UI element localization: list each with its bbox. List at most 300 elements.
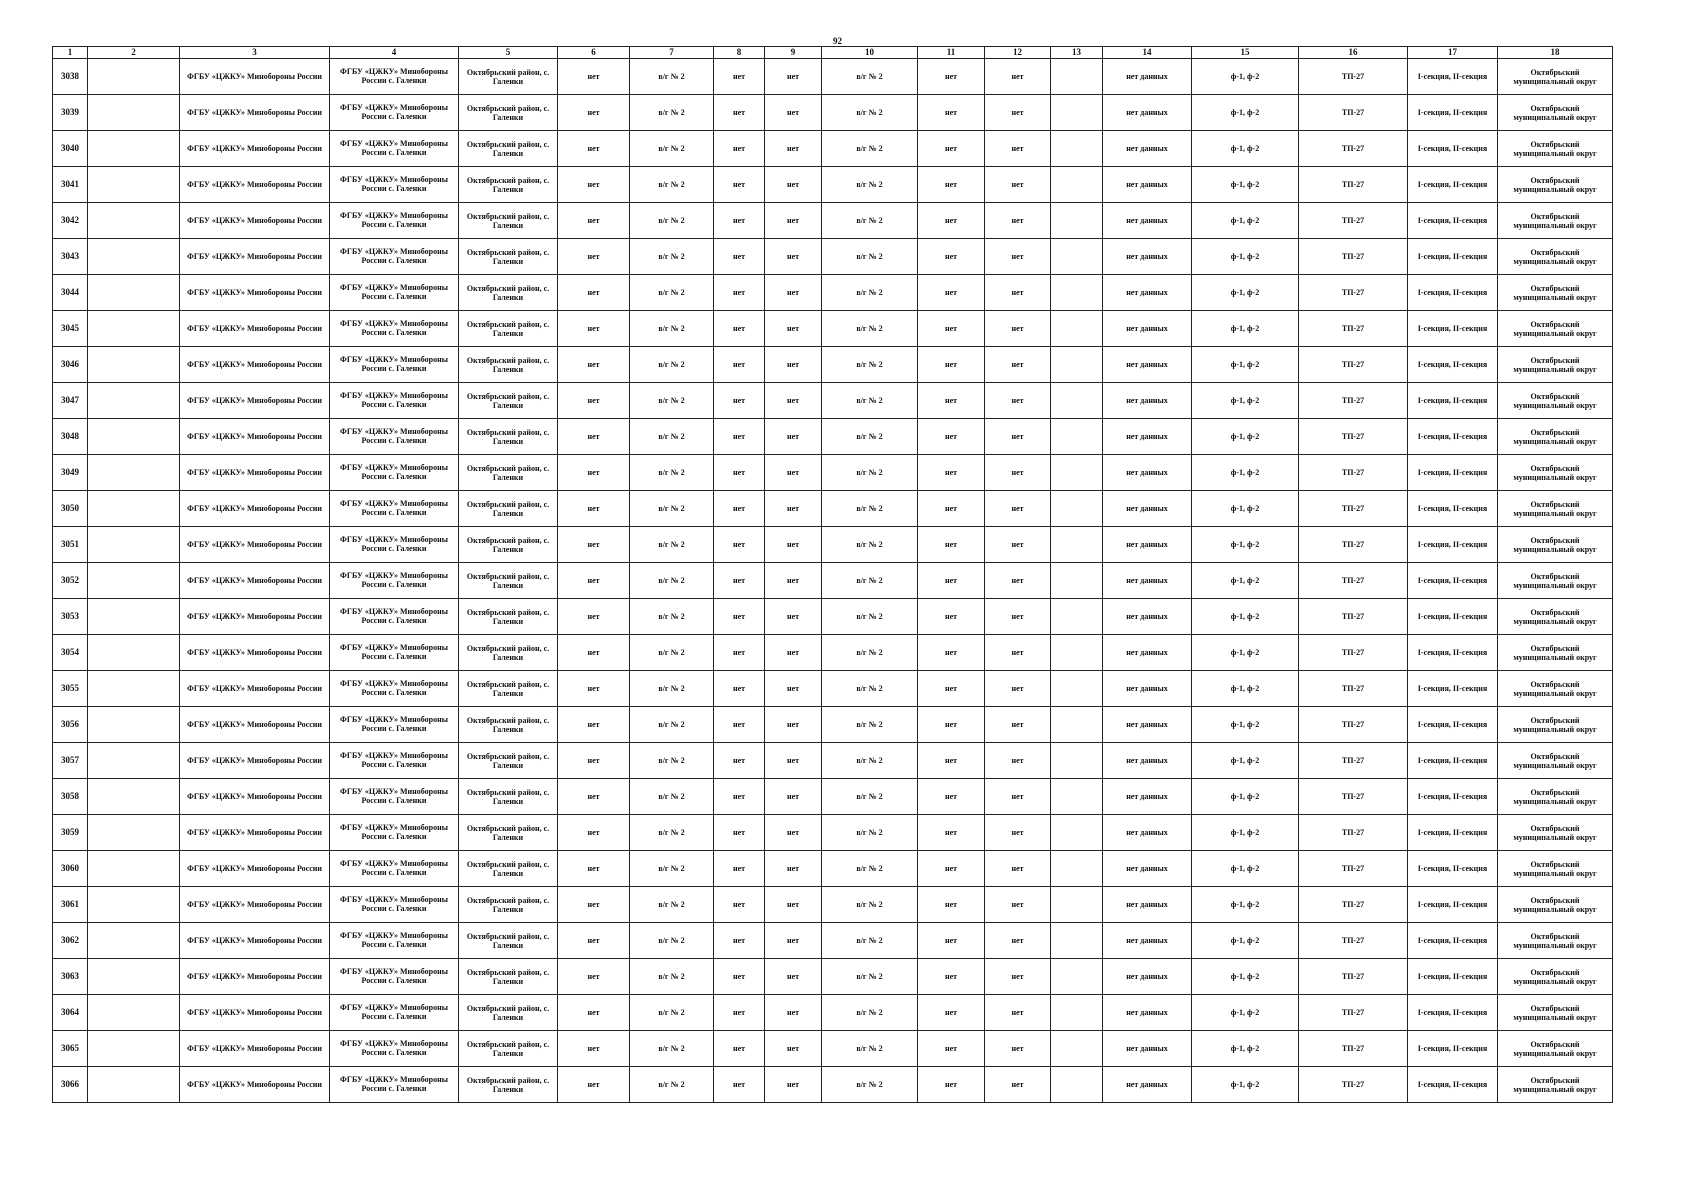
table-cell: Октябрьский муниципальный округ	[1498, 995, 1613, 1031]
table-cell: 3056	[53, 707, 88, 743]
table-cell: I-секция, II-секция	[1408, 203, 1498, 239]
table-cell: ФГБУ «ЦЖКУ» Минобороны России с. Галенки	[330, 383, 459, 419]
table-cell: в/г № 2	[822, 923, 918, 959]
table-cell: ТП-27	[1299, 311, 1408, 347]
table-cell: I-секция, II-секция	[1408, 563, 1498, 599]
table-cell: Октябрьский муниципальный округ	[1498, 959, 1613, 995]
table-cell: ФГБУ «ЦЖКУ» Минобороны России с. Галенки	[330, 491, 459, 527]
table-cell	[88, 455, 180, 491]
table-cell	[88, 779, 180, 815]
table-cell: 3040	[53, 131, 88, 167]
table-cell: ФГБУ «ЦЖКУ» Минобороны России с. Галенки	[330, 419, 459, 455]
table-cell: нет	[558, 455, 630, 491]
table-cell: 3057	[53, 743, 88, 779]
table-row	[53, 383, 1613, 419]
table-cell: Октябрьский муниципальный округ	[1498, 59, 1613, 95]
table-cell: ФГБУ «ЦЖКУ» Минобороны России	[180, 887, 330, 923]
table-cell: нет	[558, 779, 630, 815]
table-cell: Октябрьский муниципальный округ	[1498, 491, 1613, 527]
table-cell	[1051, 995, 1103, 1031]
table-cell: Октябрьский район, с. Галенки	[459, 671, 558, 707]
table-cell	[1051, 311, 1103, 347]
table-cell: нет	[714, 455, 765, 491]
table-cell: нет	[985, 995, 1051, 1031]
table-cell: нет	[918, 563, 985, 599]
table-cell	[88, 419, 180, 455]
table-cell: нет	[765, 851, 822, 887]
table-cell: нет	[765, 815, 822, 851]
column-header: 1	[53, 47, 88, 59]
table-cell: в/г № 2	[822, 239, 918, 275]
table-cell	[1051, 239, 1103, 275]
table-cell: Октябрьский муниципальный округ	[1498, 419, 1613, 455]
table-cell: нет	[714, 275, 765, 311]
table-row	[53, 743, 1613, 779]
table-cell: нет	[714, 1067, 765, 1103]
table-cell: 3044	[53, 275, 88, 311]
table-cell: нет данных	[1103, 563, 1192, 599]
table-row	[53, 707, 1613, 743]
table-cell: нет	[765, 239, 822, 275]
table-cell: Октябрьский район, с. Галенки	[459, 419, 558, 455]
table-cell: нет	[558, 239, 630, 275]
table-cell: в/г № 2	[822, 887, 918, 923]
table-cell: нет	[714, 419, 765, 455]
column-header: 12	[985, 47, 1051, 59]
table-cell: нет	[918, 851, 985, 887]
table-cell: нет данных	[1103, 995, 1192, 1031]
table-cell: нет	[985, 167, 1051, 203]
table-cell	[1051, 707, 1103, 743]
table-cell: нет	[918, 1067, 985, 1103]
header-row	[53, 47, 1613, 59]
table-cell: нет	[558, 1067, 630, 1103]
table-cell: Октябрьский район, с. Галенки	[459, 455, 558, 491]
table-cell: в/г № 2	[822, 563, 918, 599]
table-cell: Октябрьский район, с. Галенки	[459, 851, 558, 887]
table-cell: нет	[765, 203, 822, 239]
table-cell: в/г № 2	[822, 419, 918, 455]
table-cell: нет	[985, 311, 1051, 347]
table-cell: нет	[918, 959, 985, 995]
table-cell: нет	[918, 635, 985, 671]
table-cell: нет	[985, 743, 1051, 779]
table-cell: нет	[558, 1031, 630, 1067]
table-cell: ТП-27	[1299, 383, 1408, 419]
table-cell	[1051, 923, 1103, 959]
table-cell: нет данных	[1103, 599, 1192, 635]
table-cell: нет	[714, 311, 765, 347]
table-cell: 3046	[53, 347, 88, 383]
table-cell: в/г № 2	[822, 131, 918, 167]
table-cell: ФГБУ «ЦЖКУ» Минобороны России	[180, 167, 330, 203]
table-cell: Октябрьский муниципальный округ	[1498, 707, 1613, 743]
table-cell: Октябрьский муниципальный округ	[1498, 239, 1613, 275]
table-cell: ФГБУ «ЦЖКУ» Минобороны России с. Галенки	[330, 1031, 459, 1067]
table-cell: нет	[714, 743, 765, 779]
table-cell: нет данных	[1103, 167, 1192, 203]
table-cell: ФГБУ «ЦЖКУ» Минобороны России	[180, 239, 330, 275]
table-cell	[1051, 527, 1103, 563]
table-cell: нет	[765, 95, 822, 131]
table-cell	[88, 95, 180, 131]
table-cell: I-секция, II-секция	[1408, 347, 1498, 383]
table-cell: в/г № 2	[822, 311, 918, 347]
table-cell	[88, 311, 180, 347]
table-cell: ФГБУ «ЦЖКУ» Минобороны России с. Галенки	[330, 743, 459, 779]
table-cell: I-секция, II-секция	[1408, 599, 1498, 635]
table-cell: ФГБУ «ЦЖКУ» Минобороны России	[180, 95, 330, 131]
table-cell: I-секция, II-секция	[1408, 923, 1498, 959]
column-header: 15	[1192, 47, 1299, 59]
table-cell: 3064	[53, 995, 88, 1031]
table-cell	[1051, 959, 1103, 995]
table-row	[53, 419, 1613, 455]
table-cell: ФГБУ «ЦЖКУ» Минобороны России с. Галенки	[330, 959, 459, 995]
table-cell: ф-1, ф-2	[1192, 59, 1299, 95]
table-cell: нет	[918, 383, 985, 419]
table-cell	[1051, 167, 1103, 203]
table-cell: I-секция, II-секция	[1408, 707, 1498, 743]
table-cell: нет	[765, 527, 822, 563]
table-cell: в/г № 2	[630, 923, 714, 959]
table-cell: ФГБУ «ЦЖКУ» Минобороны России	[180, 347, 330, 383]
table-cell: нет	[918, 527, 985, 563]
table-cell	[88, 671, 180, 707]
table-cell: Октябрьский муниципальный округ	[1498, 779, 1613, 815]
table-cell	[1051, 491, 1103, 527]
table-cell	[1051, 815, 1103, 851]
table-cell: нет данных	[1103, 59, 1192, 95]
table-cell: в/г № 2	[630, 851, 714, 887]
table-cell: I-секция, II-секция	[1408, 95, 1498, 131]
table-cell: нет данных	[1103, 1067, 1192, 1103]
table-cell: нет	[558, 347, 630, 383]
table-cell: в/г № 2	[630, 671, 714, 707]
table-cell: нет данных	[1103, 923, 1192, 959]
table-cell	[88, 707, 180, 743]
table-cell: нет	[714, 923, 765, 959]
table-cell: в/г № 2	[822, 671, 918, 707]
table-cell: ФГБУ «ЦЖКУ» Минобороны России	[180, 527, 330, 563]
table-cell: нет	[714, 491, 765, 527]
table-cell: 3063	[53, 959, 88, 995]
table-cell: в/г № 2	[822, 707, 918, 743]
table-cell: 3062	[53, 923, 88, 959]
table-cell: ФГБУ «ЦЖКУ» Минобороны России с. Галенки	[330, 995, 459, 1031]
table-cell: Октябрьский район, с. Галенки	[459, 599, 558, 635]
table-cell: ФГБУ «ЦЖКУ» Минобороны России	[180, 203, 330, 239]
table-cell: Октябрьский муниципальный округ	[1498, 1067, 1613, 1103]
table-cell: нет	[985, 239, 1051, 275]
table-cell: ФГБУ «ЦЖКУ» Минобороны России	[180, 671, 330, 707]
table-cell: нет	[558, 275, 630, 311]
table-cell: нет	[558, 131, 630, 167]
table-cell: в/г № 2	[822, 635, 918, 671]
table-cell: нет	[985, 203, 1051, 239]
table-cell: ТП-27	[1299, 275, 1408, 311]
table-cell	[1051, 599, 1103, 635]
table-cell: нет	[558, 419, 630, 455]
table-cell: ФГБУ «ЦЖКУ» Минобороны России с. Галенки	[330, 563, 459, 599]
table-cell: Октябрьский муниципальный округ	[1498, 455, 1613, 491]
table-cell: в/г № 2	[822, 383, 918, 419]
table-cell: I-секция, II-секция	[1408, 491, 1498, 527]
table-cell: нет	[765, 887, 822, 923]
table-cell: нет	[558, 995, 630, 1031]
table-row	[53, 635, 1613, 671]
table-cell: ФГБУ «ЦЖКУ» Минобороны России	[180, 959, 330, 995]
table-cell: в/г № 2	[630, 203, 714, 239]
table-cell: нет данных	[1103, 95, 1192, 131]
table-cell: Октябрьский муниципальный округ	[1498, 527, 1613, 563]
table-cell: ФГБУ «ЦЖКУ» Минобороны России	[180, 59, 330, 95]
table-cell: ТП-27	[1299, 95, 1408, 131]
table-cell: ФГБУ «ЦЖКУ» Минобороны России	[180, 635, 330, 671]
table-cell	[1051, 275, 1103, 311]
column-header: 18	[1498, 47, 1613, 59]
table-cell: ФГБУ «ЦЖКУ» Минобороны России с. Галенки	[330, 203, 459, 239]
table-cell: нет	[765, 959, 822, 995]
table-cell: ФГБУ «ЦЖКУ» Минобороны России	[180, 599, 330, 635]
table-cell: в/г № 2	[630, 527, 714, 563]
table-cell: нет	[985, 599, 1051, 635]
table-cell: нет	[918, 419, 985, 455]
table-cell: ф-1, ф-2	[1192, 311, 1299, 347]
table-cell: ТП-27	[1299, 1031, 1408, 1067]
table-cell: нет	[765, 635, 822, 671]
table-cell: ТП-27	[1299, 59, 1408, 95]
table-cell: в/г № 2	[630, 383, 714, 419]
table-cell: в/г № 2	[630, 419, 714, 455]
table-cell: нет	[765, 779, 822, 815]
table-cell: нет	[918, 743, 985, 779]
table-cell: ф-1, ф-2	[1192, 347, 1299, 383]
table-cell: ф-1, ф-2	[1192, 563, 1299, 599]
table-body	[53, 59, 1613, 1103]
table-cell: нет	[918, 203, 985, 239]
table-cell: нет	[765, 59, 822, 95]
table-cell: ф-1, ф-2	[1192, 923, 1299, 959]
table-cell: ф-1, ф-2	[1192, 851, 1299, 887]
table-cell: нет	[985, 635, 1051, 671]
table-cell: I-секция, II-секция	[1408, 131, 1498, 167]
column-header: 17	[1408, 47, 1498, 59]
table-cell	[1051, 1031, 1103, 1067]
table-cell: ТП-27	[1299, 527, 1408, 563]
table-cell	[1051, 743, 1103, 779]
table-row	[53, 851, 1613, 887]
table-cell: ФГБУ «ЦЖКУ» Минобороны России с. Галенки	[330, 311, 459, 347]
table-cell: ФГБУ «ЦЖКУ» Минобороны России	[180, 1067, 330, 1103]
table-cell: I-секция, II-секция	[1408, 959, 1498, 995]
table-cell: I-секция, II-секция	[1408, 635, 1498, 671]
table-row	[53, 887, 1613, 923]
table-cell: Октябрьский район, с. Галенки	[459, 923, 558, 959]
table-cell: нет	[985, 815, 1051, 851]
table-cell: ФГБУ «ЦЖКУ» Минобороны России с. Галенки	[330, 239, 459, 275]
table-cell: ф-1, ф-2	[1192, 239, 1299, 275]
table-cell: I-секция, II-секция	[1408, 455, 1498, 491]
table-cell: ФГБУ «ЦЖКУ» Минобороны России с. Галенки	[330, 527, 459, 563]
table-cell: в/г № 2	[630, 1067, 714, 1103]
table-cell: нет	[918, 887, 985, 923]
table-cell: ф-1, ф-2	[1192, 671, 1299, 707]
column-header: 8	[714, 47, 765, 59]
table-cell: нет	[918, 311, 985, 347]
table-cell	[1051, 419, 1103, 455]
table-cell: Октябрьский район, с. Галенки	[459, 239, 558, 275]
table-cell: в/г № 2	[822, 167, 918, 203]
table-cell: в/г № 2	[822, 347, 918, 383]
table-cell: ФГБУ «ЦЖКУ» Минобороны России с. Галенки	[330, 455, 459, 491]
table-cell: нет	[918, 275, 985, 311]
table-cell: ТП-27	[1299, 815, 1408, 851]
table-cell: в/г № 2	[822, 995, 918, 1031]
table-cell: нет	[558, 563, 630, 599]
table-cell: ФГБУ «ЦЖКУ» Минобороны России с. Галенки	[330, 887, 459, 923]
table-cell: ФГБУ «ЦЖКУ» Минобороны России с. Галенки	[330, 59, 459, 95]
table-cell: Октябрьский район, с. Галенки	[459, 815, 558, 851]
table-cell: нет	[714, 563, 765, 599]
table-cell: в/г № 2	[630, 1031, 714, 1067]
table-cell: ФГБУ «ЦЖКУ» Минобороны России	[180, 815, 330, 851]
table-cell: нет	[714, 347, 765, 383]
table-cell: нет	[985, 887, 1051, 923]
table-cell	[88, 347, 180, 383]
table-cell: I-секция, II-секция	[1408, 59, 1498, 95]
table-cell: ФГБУ «ЦЖКУ» Минобороны России	[180, 707, 330, 743]
table-cell: ФГБУ «ЦЖКУ» Минобороны России с. Галенки	[330, 851, 459, 887]
table-cell: в/г № 2	[822, 779, 918, 815]
table-cell: в/г № 2	[630, 131, 714, 167]
table-cell: I-секция, II-секция	[1408, 311, 1498, 347]
table-cell	[1051, 563, 1103, 599]
table-row	[53, 599, 1613, 635]
table-row	[53, 923, 1613, 959]
table-cell: Октябрьский район, с. Галенки	[459, 1067, 558, 1103]
table-cell: нет данных	[1103, 383, 1192, 419]
table-cell: в/г № 2	[630, 167, 714, 203]
table-cell: ТП-27	[1299, 923, 1408, 959]
table-cell: нет	[714, 959, 765, 995]
table-cell: нет	[765, 995, 822, 1031]
table-cell: нет	[765, 419, 822, 455]
table-cell: в/г № 2	[822, 743, 918, 779]
table-cell: в/г № 2	[630, 887, 714, 923]
table-cell: нет	[918, 239, 985, 275]
table-cell	[88, 383, 180, 419]
table-cell: нет данных	[1103, 851, 1192, 887]
table-cell: нет	[714, 995, 765, 1031]
table-cell: нет	[558, 743, 630, 779]
table-cell	[88, 167, 180, 203]
table-row	[53, 1031, 1613, 1067]
table-cell: в/г № 2	[630, 707, 714, 743]
table-cell: в/г № 2	[822, 95, 918, 131]
table-cell: ФГБУ «ЦЖКУ» Минобороны России с. Галенки	[330, 599, 459, 635]
table-cell: Октябрьский муниципальный округ	[1498, 563, 1613, 599]
table-cell: нет	[985, 131, 1051, 167]
table-cell: Октябрьский муниципальный округ	[1498, 95, 1613, 131]
table-cell: в/г № 2	[630, 815, 714, 851]
table-cell: нет	[918, 995, 985, 1031]
table-cell: ТП-27	[1299, 203, 1408, 239]
table-cell: Октябрьский район, с. Галенки	[459, 959, 558, 995]
table-row	[53, 995, 1613, 1031]
table-cell: нет	[985, 959, 1051, 995]
table-cell: нет	[558, 923, 630, 959]
table-cell: в/г № 2	[822, 851, 918, 887]
table-cell	[88, 923, 180, 959]
table-cell: в/г № 2	[630, 563, 714, 599]
table-cell	[1051, 59, 1103, 95]
table-cell: 3049	[53, 455, 88, 491]
table-cell: нет	[918, 455, 985, 491]
table-cell: ФГБУ «ЦЖКУ» Минобороны России с. Галенки	[330, 95, 459, 131]
table-cell: ф-1, ф-2	[1192, 995, 1299, 1031]
table-cell: нет	[765, 707, 822, 743]
table-cell: Октябрьский муниципальный округ	[1498, 311, 1613, 347]
table-cell: нет данных	[1103, 239, 1192, 275]
table-cell: ФГБУ «ЦЖКУ» Минобороны России	[180, 1031, 330, 1067]
table-cell: в/г № 2	[630, 455, 714, 491]
table-cell: ТП-27	[1299, 455, 1408, 491]
table-cell	[1051, 887, 1103, 923]
table-cell: нет	[714, 671, 765, 707]
table-cell: 3054	[53, 635, 88, 671]
table-cell: Октябрьский муниципальный округ	[1498, 815, 1613, 851]
table-cell: Октябрьский район, с. Галенки	[459, 995, 558, 1031]
table-row	[53, 959, 1613, 995]
table-row	[53, 671, 1613, 707]
registry-table	[52, 46, 1613, 1103]
table-cell: в/г № 2	[630, 311, 714, 347]
table-row	[53, 203, 1613, 239]
table-cell	[88, 1067, 180, 1103]
table-cell: нет	[714, 59, 765, 95]
table-cell: нет	[558, 203, 630, 239]
table-cell: ТП-27	[1299, 887, 1408, 923]
table-cell: Октябрьский район, с. Галенки	[459, 347, 558, 383]
column-header: 4	[330, 47, 459, 59]
table-cell: нет данных	[1103, 707, 1192, 743]
table-cell: нет	[765, 671, 822, 707]
table-cell: нет данных	[1103, 275, 1192, 311]
table-cell: Октябрьский муниципальный округ	[1498, 743, 1613, 779]
table-cell: ФГБУ «ЦЖКУ» Минобороны России	[180, 491, 330, 527]
table-cell	[1051, 203, 1103, 239]
table-cell: Октябрьский район, с. Галенки	[459, 167, 558, 203]
table-cell: 3060	[53, 851, 88, 887]
table-cell: ф-1, ф-2	[1192, 131, 1299, 167]
table-cell: нет	[714, 851, 765, 887]
table-cell: в/г № 2	[630, 59, 714, 95]
column-header: 7	[630, 47, 714, 59]
table-cell: ТП-27	[1299, 347, 1408, 383]
table-cell: 3058	[53, 779, 88, 815]
table-cell: ТП-27	[1299, 1067, 1408, 1103]
table-cell: Октябрьский муниципальный округ	[1498, 635, 1613, 671]
table-cell: I-секция, II-секция	[1408, 887, 1498, 923]
table-row	[53, 491, 1613, 527]
table-cell: нет	[985, 347, 1051, 383]
table-cell: 3041	[53, 167, 88, 203]
table-cell: в/г № 2	[822, 959, 918, 995]
table-cell: ф-1, ф-2	[1192, 527, 1299, 563]
column-header: 16	[1299, 47, 1408, 59]
table-cell	[88, 815, 180, 851]
